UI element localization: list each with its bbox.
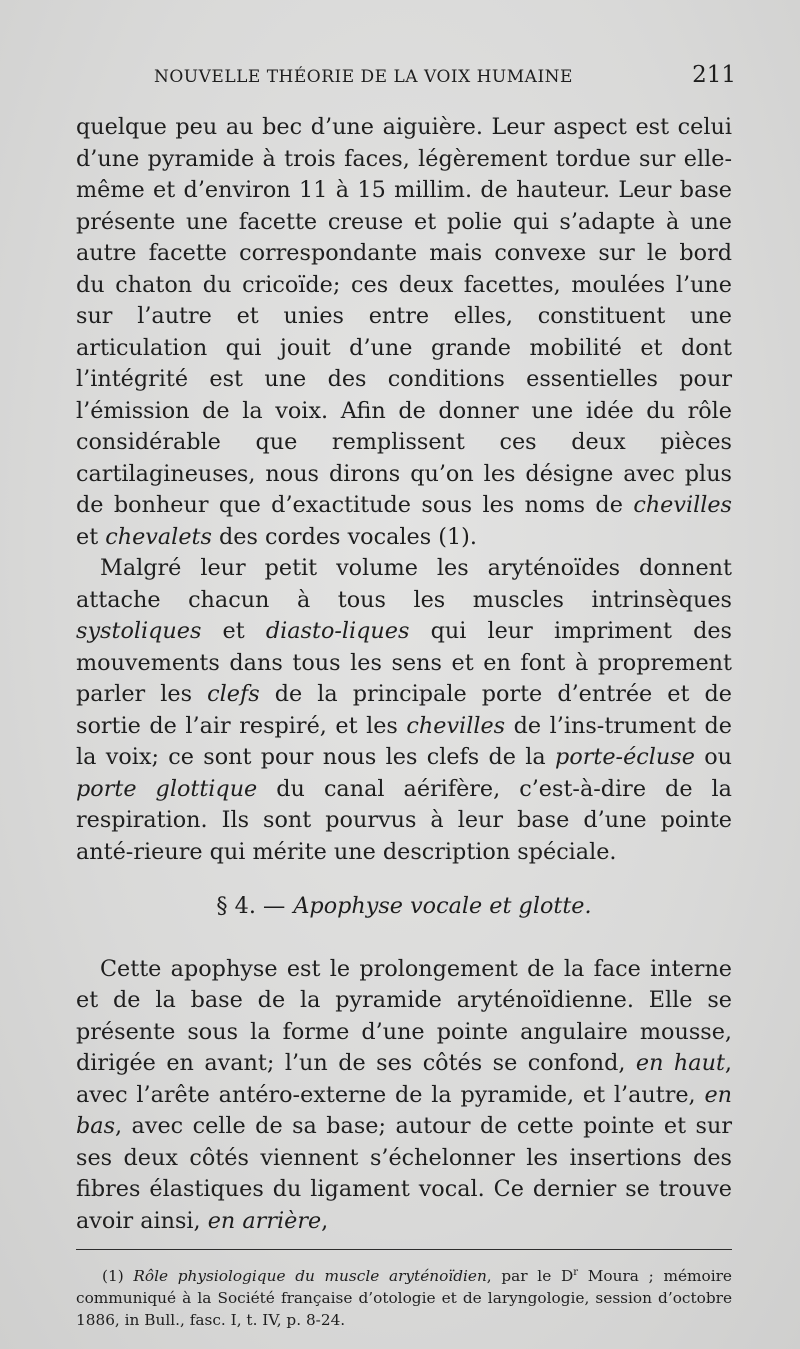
italic-term: en haut xyxy=(635,1050,725,1076)
paragraph-2-text: de l’ins-trument de la voix; ce sont pour nous les clefs de la xyxy=(76,712,732,770)
footnote-title: Rôle physiologique du muscle aryténoïdien xyxy=(133,1267,487,1286)
paragraph-3-text: , xyxy=(321,1207,329,1234)
paragraph-2-text: ou xyxy=(704,744,733,770)
paragraph-1 xyxy=(76,112,732,553)
page-number: 211 xyxy=(692,62,736,88)
footnote-rule xyxy=(76,1249,732,1250)
footnote-marker: (1) xyxy=(102,1267,124,1286)
italic-term: clefs xyxy=(207,681,260,707)
running-title: NOUVELLE THÉORIE DE LA VOIX HUMAINE xyxy=(154,67,573,87)
paragraph-3-text: Cette apophyse est le prolongement de la face interne et de la base de la pyramide aryténoïdienne. Elle se présente sous la forme d’une pointe angulaire mousse, dirigée en avant; l’un de ses côtés se confond, xyxy=(76,955,732,1076)
italic-term: en bas xyxy=(76,1081,732,1139)
book-page xyxy=(76,62,736,1331)
footnote xyxy=(76,1262,732,1331)
paragraph-2 xyxy=(76,553,732,868)
paragraph-2-text: du canal aérifère, c’est-à-dire de la respiration. Ils sont pourvus à leur base d’une pointe anté-rieure qui mérite une description spéciale. xyxy=(76,775,732,865)
paragraph-2-text: Malgré leur petit volume les aryténoïdes donnent attache chacun à tous les muscles intrinsèques xyxy=(76,555,732,613)
italic-term: chevilles xyxy=(406,712,506,739)
paragraph-1-text: et xyxy=(76,523,99,550)
italic-term: systoliques xyxy=(76,618,202,644)
footnote-text: , par le D xyxy=(486,1267,574,1286)
italic-term: porte-écluse xyxy=(555,744,695,770)
section-heading xyxy=(76,891,732,923)
section-number: § 4. — xyxy=(216,893,286,919)
paragraph-1-text: des cordes vocales (1). xyxy=(219,523,477,550)
section-title: Apophyse vocale et glotte. xyxy=(293,893,592,919)
paragraph-2-text: qui leur impriment des mouvements dans tous les sens et en font à proprement parler les xyxy=(76,618,732,707)
body-text xyxy=(76,112,732,1237)
page-header xyxy=(76,62,736,102)
italic-term: en arrière xyxy=(207,1207,322,1234)
paragraph-2-text: de la principale porte d’entrée et de sortie de l’air respiré, et les xyxy=(76,681,732,739)
paragraph-3-text: , avec celle de sa base; autour de cette pointe et sur ses deux côtés viennent s’échelonner les insertions des fibres élastiques du ligament vocal. Ce dernier se trouve avoir ainsi, xyxy=(76,1113,732,1234)
paragraph-2-text: et xyxy=(222,618,245,644)
paragraph-3 xyxy=(76,954,732,1238)
italic-term: diasto-liques xyxy=(265,618,410,644)
italic-term: porte glottique xyxy=(76,775,258,802)
paragraph-1-text: quelque peu au bec d’une aiguière. Leur aspect est celui d’une pyramide à trois faces, légèrement tordue sur elle-même et d’environ 11 à 15 millim. de hauteur. Leur base présente une facette creuse et polie qui s’adapte à une autre facette correspondante mais convexe sur le bord du chaton du cricoïde; ces deux facettes, moulées l’une sur l’autre et unies entre elles, constituent une articulation qui jouit d’une grande mobilité et dont l’intégrité est une des conditions essentielles pour l’émission de la voix. Afin de donner une idée du rôle considérable que remplissent ces deux pièces cartilagineuses, nous dirons qu’on les désigne avec plus de bonheur que d’exactitude sous les noms de xyxy=(76,114,732,518)
italic-term: chevilles xyxy=(633,492,732,518)
footnote-text: Moura ; mémoire communiqué à la Société française d’otologie et de laryngologie, session d’octobre 1886, in Bull., fasc. I, t. IV, p. 8-24. xyxy=(76,1267,732,1330)
footnote-superscript: r xyxy=(573,1267,578,1278)
paragraph-3-text: , avec l’arête antéro-externe de la pyramide, et l’autre, xyxy=(76,1050,732,1108)
italic-term: chevalets xyxy=(105,523,212,550)
